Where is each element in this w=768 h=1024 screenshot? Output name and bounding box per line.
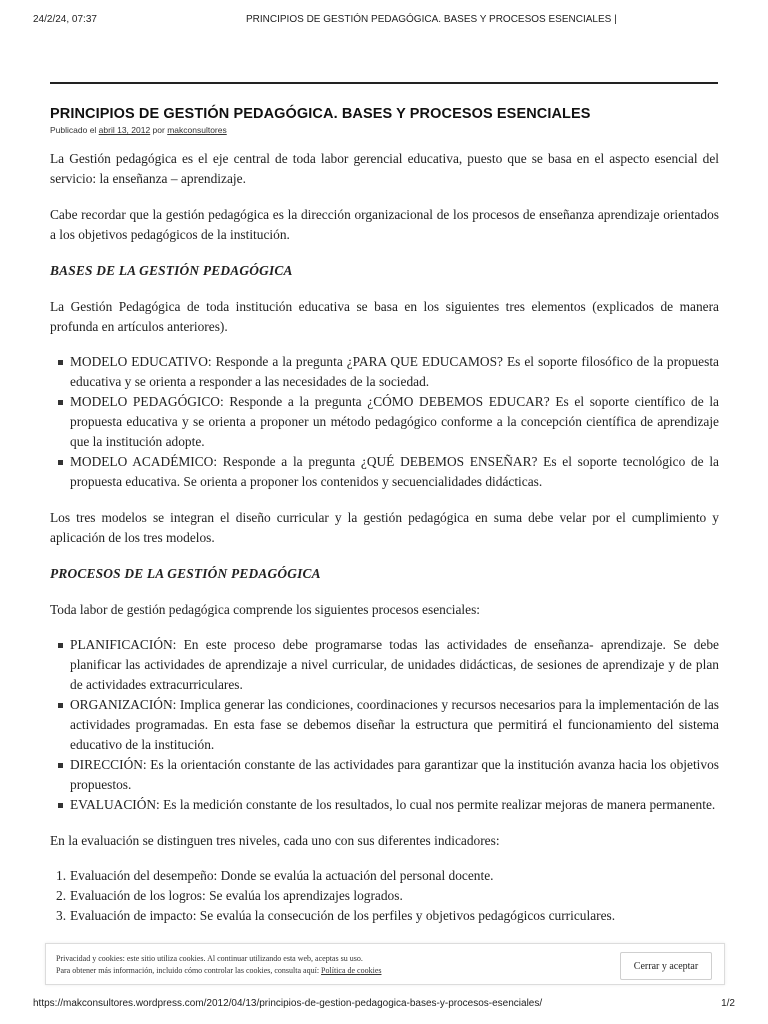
cookie-text [56, 953, 381, 977]
list-item-planificacion: PLANIFICACIÓN: En este proceso debe programarse todas las actividades de enseñanza- aprendizaje. Se debe planificar las actividades de aprendizaje a nivel curricular, de unidades didácticas, de sesiones de aprendizaje y de plan de actividades extracurriculares. [70, 635, 719, 695]
list-item-modelo-pedagogico: MODELO PEDAGÓGICO: Responde a la pregunta ¿CÓMO DEBEMOS EDUCAR? Es el soporte científico de la propuesta educativa y se orienta a proponer un método pedagógico conforme a la concepción científica de aprendizaje que la institución adopte. [70, 392, 719, 452]
list-item-logros [56, 886, 719, 906]
list-item-direccion: DIRECCIÓN: Es la orientación constante de las actividades para garantizar que la institución avanza hacia los objetivos propuestos. [70, 755, 719, 795]
cookie-line-2-prefix: Para obtener más información, incluido cómo controlar las cookies, consulta aquí: [56, 966, 322, 975]
print-footer [33, 998, 735, 1009]
post-date-link[interactable]: abril 13, 2012 [98, 125, 151, 135]
cookie-line-2 [56, 965, 381, 977]
intro-paragraph-1: La Gestión pedagógica es el eje central de toda labor gerencial educativa, puesto que se basa en el aspecto esencial del servicio: la enseñanza – aprendizaje. [50, 151, 719, 186]
author-link[interactable]: makconsultores [167, 125, 227, 135]
list-item-evaluacion: EVALUACIÓN: Es la medición constante de los resultados, lo cual nos permite realizar mejoras de manera permanente. [70, 795, 719, 815]
cookie-banner [45, 943, 725, 985]
print-page-title: PRINCIPIOS DE GESTIÓN PEDAGÓGICA. BASES Y PROCESOS ESENCIALES | [246, 14, 617, 25]
list-text: Evaluación de los logros: Se evalúa los aprendizajes logrados. [70, 888, 403, 903]
list-item-organizacion: ORGANIZACIÓN: Implica generar las condiciones, coordinaciones y recursos necesarios para la implementación de las actividades programadas. En esta fase se debemos diseñar la estructura que permitirá el funcionamiento del sistema educativo de la institución. [70, 695, 719, 755]
evaluacion-list [50, 866, 719, 926]
procesos-heading: PROCESOS DE LA GESTIÓN PEDAGÓGICA [50, 566, 321, 581]
list-item-modelo-educativo: MODELO EDUCATIVO: Responde a la pregunta ¿PARA QUE EDUCAMOS? Es el soporte filosófico de la propuesta educativa y se orienta a responder a las necesidades de la sociedad. [70, 352, 719, 392]
list-number: 1. [56, 868, 67, 883]
bases-intro: La Gestión Pedagógica de toda institución educativa se basa en los siguientes tres elementos (explicados de manera profunda en artículos anteriores). [50, 299, 719, 334]
cookie-policy-link[interactable]: Política de cookies [321, 966, 382, 975]
intro-paragraph-2: Cabe recordar que la gestión pedagógica es la dirección organizacional de los procesos de enseñanza aprendizaje orientados a los objetivos pedagógicos de la institución. [50, 207, 719, 242]
bases-heading: BASES DE LA GESTIÓN PEDAGÓGICA [50, 263, 293, 278]
list-item-impacto [56, 906, 719, 926]
page-url: https://makconsultores.wordpress.com/2012/04/13/principios-de-gestion-pedagogica-bases-y-procesos-esenciales/ [33, 998, 543, 1009]
list-text: Evaluación del desempeño: Donde se evalúa la actuación del personal docente. [70, 868, 494, 883]
evaluacion-intro: En la evaluación se distinguen tres niveles, cada uno con sus diferentes indicadores: [50, 833, 500, 848]
by-label: por [150, 125, 168, 135]
cookie-accept-button[interactable]: Cerrar y aceptar [620, 952, 712, 980]
list-number: 2. [56, 888, 67, 903]
post-meta [50, 125, 719, 135]
print-date: 24/2/24, 07:37 [33, 14, 97, 25]
procesos-list [50, 635, 719, 815]
article [50, 106, 719, 926]
list-item-modelo-academico: MODELO ACADÉMICO: Responde a la pregunta ¿QUÉ DEBEMOS ENSEÑAR? Es el soporte tecnológico de la propuesta educativa. Se orienta a proponer los contenidos y secuencialidades didácticas. [70, 452, 719, 492]
page-number: 1/2 [721, 998, 735, 1009]
bases-closing: Los tres modelos se integran el diseño curricular y la gestión pedagógica en suma debe velar por el cumplimiento y aplicación de los tres modelos. [50, 510, 719, 545]
cookie-line-1: Privacidad y cookies: este sitio utiliza cookies. Al continuar utilizando esta web, aceptas su uso. [56, 954, 363, 963]
list-number: 3. [56, 908, 67, 923]
bases-list [50, 352, 719, 492]
procesos-intro: Toda labor de gestión pedagógica comprende los siguientes procesos esenciales: [50, 602, 481, 617]
published-prefix: Publicado el [50, 125, 99, 135]
header-divider [50, 82, 718, 84]
article-title: PRINCIPIOS DE GESTIÓN PEDAGÓGICA. BASES Y PROCESOS ESENCIALES [50, 106, 591, 122]
list-item-desempeno [56, 866, 719, 886]
list-text: Evaluación de impacto: Se evalúa la consecución de los perfiles y objetivos pedagógicos curriculares. [70, 908, 616, 923]
